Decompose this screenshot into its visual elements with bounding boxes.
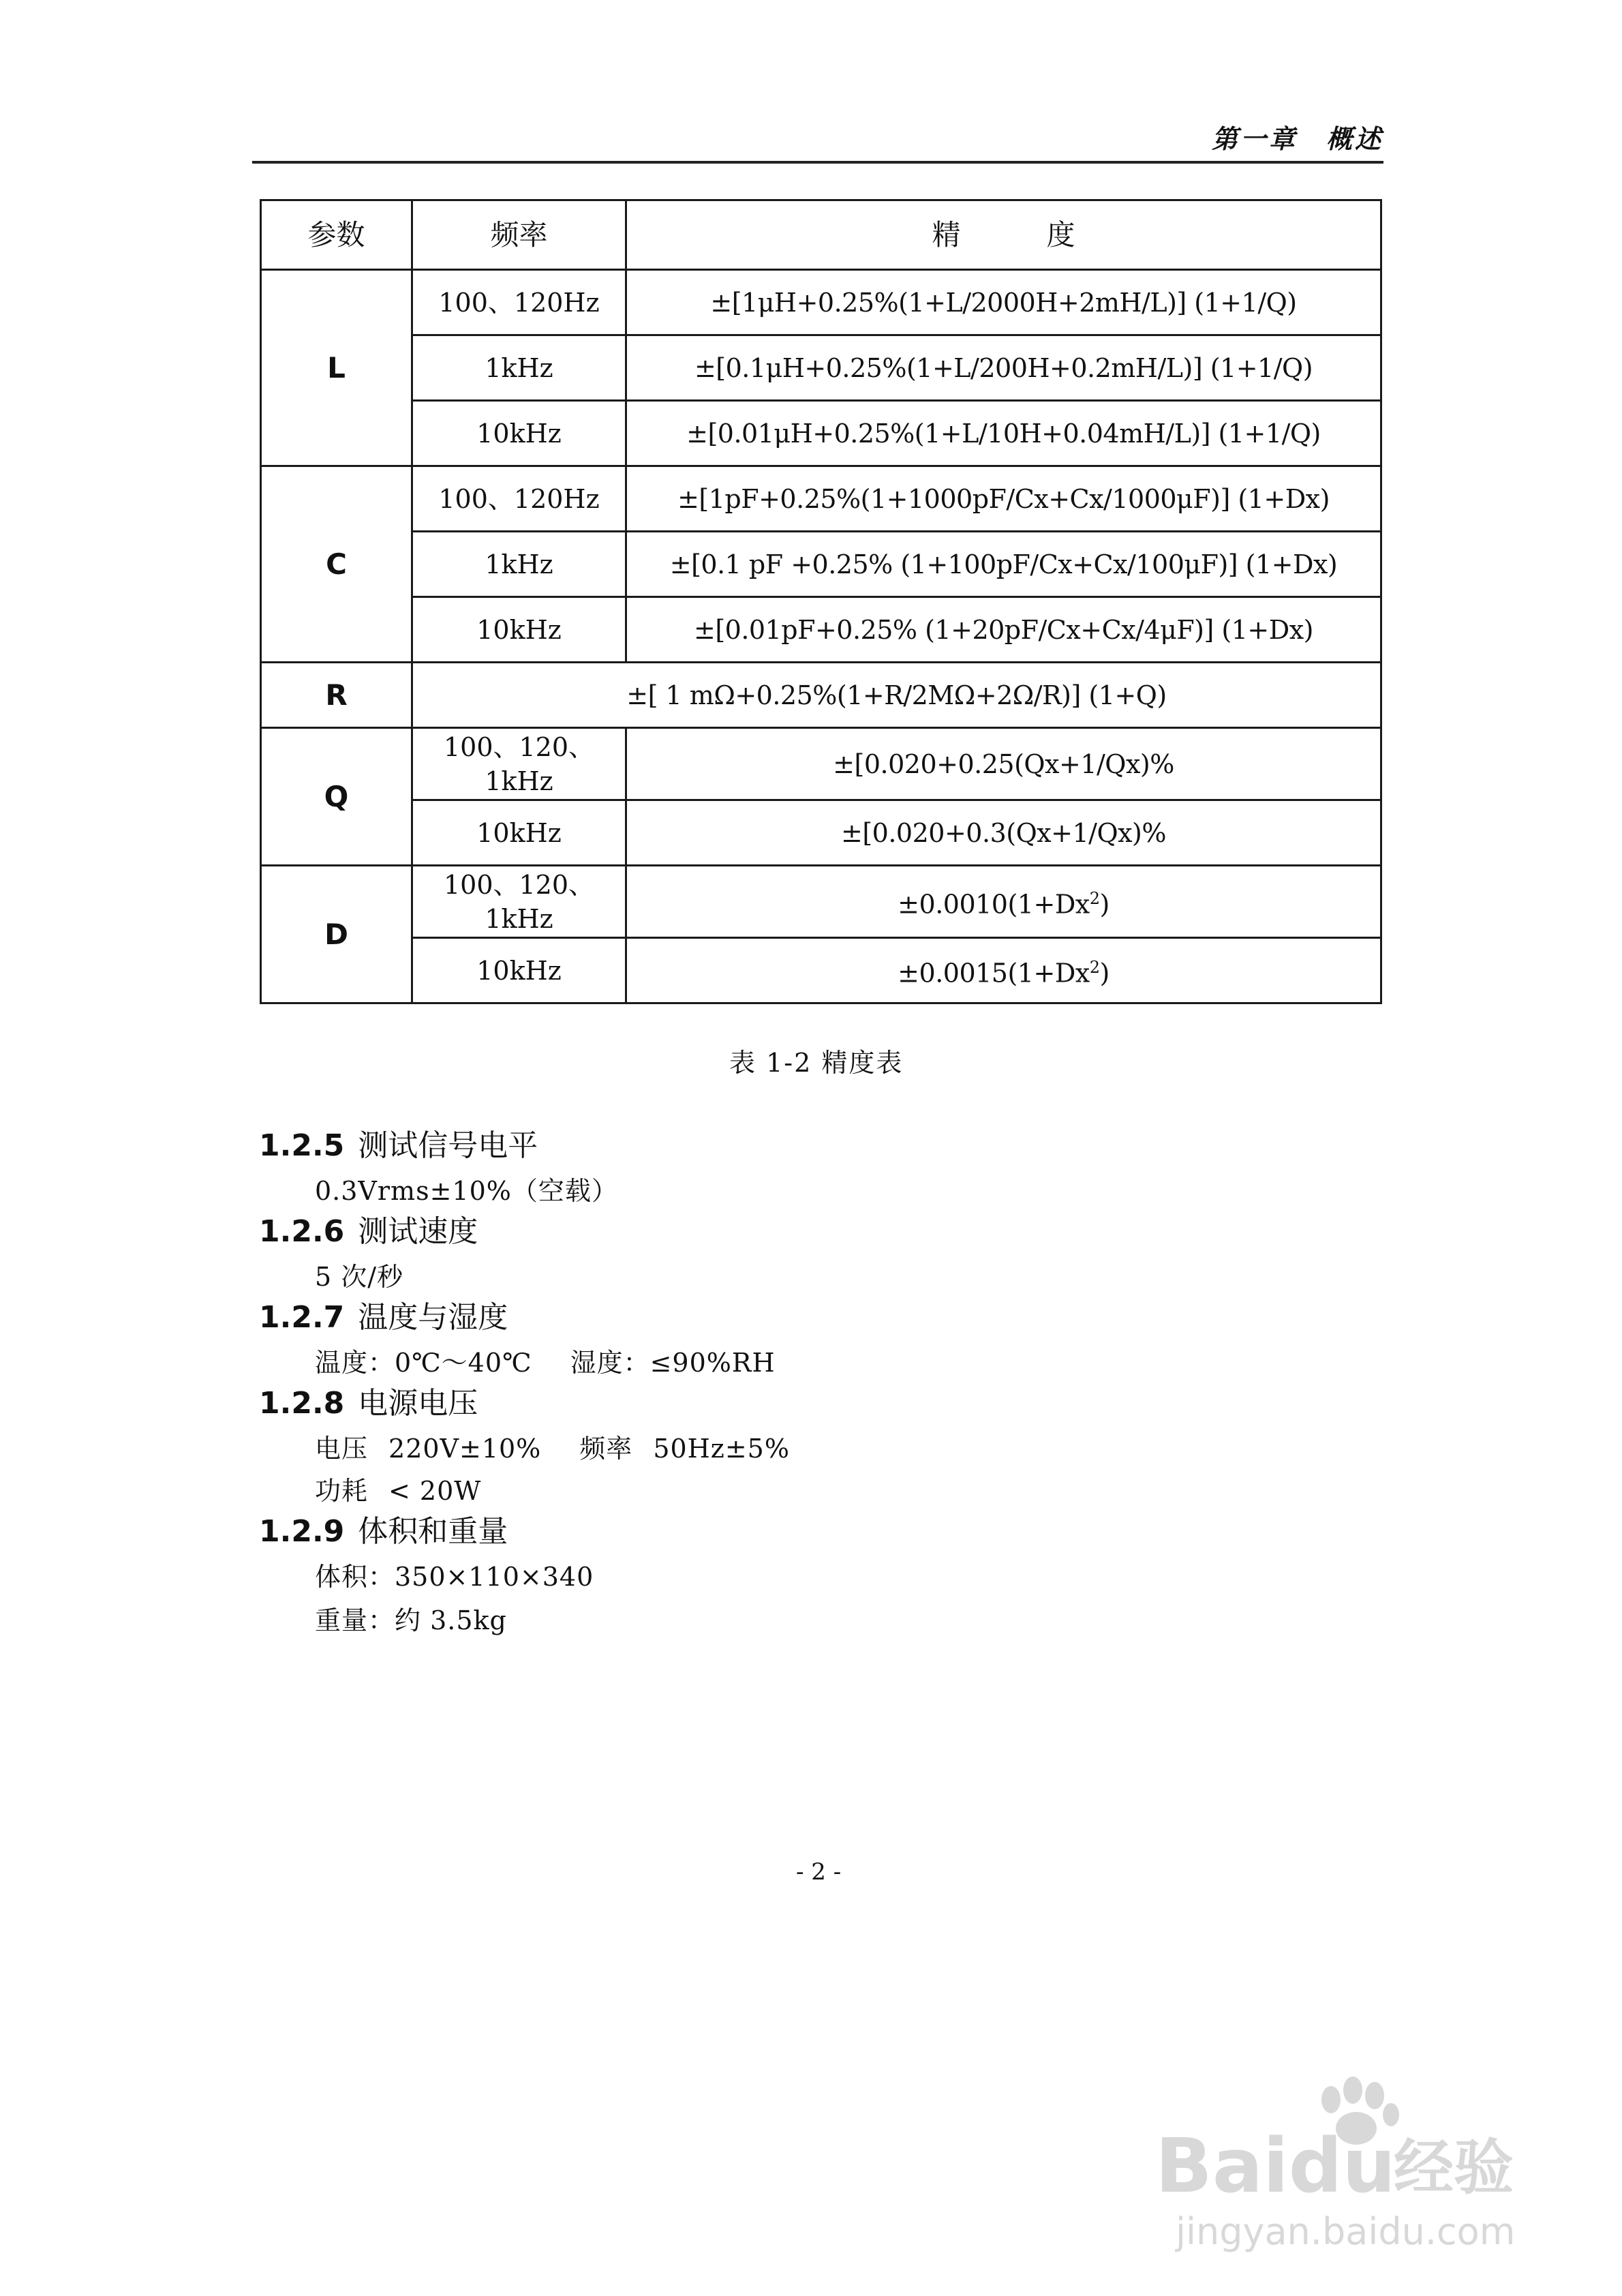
accuracy-cell: ±[1pF+0.25%(1+1000pF/Cx+Cx/1000μF)] (1+Dx) <box>626 466 1381 532</box>
freq-cell: 10kHz <box>412 800 626 866</box>
accuracy-cell: $\pm 0.0015(1+Dx^2)$ <box>626 938 1381 1003</box>
table-row <box>261 663 1381 728</box>
accuracy-cell: ±[0.020+0.25(Qx+1/Qx)% <box>626 728 1381 800</box>
section-heading: 1.2.5 测试信号电平 <box>259 1128 538 1163</box>
section-line: 体积：350×110×340 <box>315 1562 594 1592</box>
chapter-title: 第一章 概述 <box>1211 124 1383 154</box>
header-param: 参数 <box>261 200 412 270</box>
accuracy-cell: ±[0.020+0.3(Qx+1/Qx)% <box>626 800 1381 866</box>
section-line: 重量：约 3.5kg <box>315 1605 507 1635</box>
accuracy-cell: $\pm 0.0010(1+Dx^2)$ <box>626 866 1381 938</box>
section-heading: 1.2.7 温度与湿度 <box>259 1300 508 1335</box>
page-header <box>252 120 1383 164</box>
table-row <box>261 938 1381 1003</box>
table-row <box>261 866 1381 938</box>
table-row <box>261 270 1381 335</box>
header-freq: 频率 <box>412 200 626 270</box>
watermark-cn: 经验 <box>1394 2132 1514 2203</box>
param-C: C <box>261 466 412 663</box>
accuracy-cell: ±[0.1 pF +0.25% (1+100pF/Cx+Cx/100μF)] (1+Dx) <box>626 532 1381 597</box>
accuracy-cell: ±[0.01pF+0.25% (1+20pF/Cx+Cx/4μF)] (1+Dx) <box>626 597 1381 663</box>
table-row <box>261 335 1381 401</box>
section-heading: 1.2.6 测试速度 <box>259 1214 478 1249</box>
section-line: 0.3Vrms±10%（空载） <box>315 1176 618 1206</box>
freq-cell: 10kHz <box>412 401 626 466</box>
accuracy-table <box>260 199 1382 1004</box>
section-heading: 1.2.8 电源电压 <box>259 1386 478 1421</box>
param-L: L <box>261 270 412 466</box>
freq-cell: 1kHz <box>412 335 626 401</box>
header-accuracy: 精 度 <box>626 200 1381 270</box>
param-D: D <box>261 866 412 1003</box>
accuracy-cell: ±[ 1 mΩ+0.25%(1+R/2MΩ+2Ω/R)] (1+Q) <box>412 663 1381 728</box>
table-row <box>261 401 1381 466</box>
table-row <box>261 728 1381 800</box>
page-number: - 2 - <box>796 1858 842 1886</box>
accuracy-cell: ±[0.01μH+0.25%(1+L/10H+0.04mH/L)] (1+1/Q) <box>626 401 1381 466</box>
freq-cell: 10kHz <box>412 938 626 1003</box>
watermark-url: jingyan.baidu.com <box>1176 2210 1516 2253</box>
freq-cell: 1kHz <box>412 532 626 597</box>
param-Q: Q <box>261 728 412 866</box>
table-row <box>261 532 1381 597</box>
table-header-row <box>261 200 1381 270</box>
table-caption: 表 1-2 精度表 <box>729 1048 904 1078</box>
section-heading: 1.2.9 体积和重量 <box>259 1514 508 1549</box>
baidu-watermark <box>1155 2052 1537 2256</box>
table-row <box>261 597 1381 663</box>
section-line: 功耗 < 20W <box>315 1476 482 1506</box>
accuracy-cell: ±[1μH+0.25%(1+L/2000H+2mH/L)] (1+1/Q) <box>626 270 1381 335</box>
section-line: 5 次/秒 <box>315 1262 404 1292</box>
freq-cell: 100、120、1kHz <box>412 866 626 938</box>
watermark-brand: Baidu <box>1155 2122 1396 2209</box>
freq-cell: 100、120Hz <box>412 466 626 532</box>
freq-cell: 100、120、1kHz <box>412 728 626 800</box>
freq-cell: 10kHz <box>412 597 626 663</box>
section-line: 温度：0℃～40℃ 湿度：≤90%RH <box>315 1348 776 1378</box>
section-line: 电压 220V±10% 频率 50Hz±5% <box>315 1434 790 1464</box>
accuracy-cell: ±[0.1μH+0.25%(1+L/200H+0.2mH/L)] (1+1/Q) <box>626 335 1381 401</box>
table-row <box>261 800 1381 866</box>
param-R: R <box>261 663 412 728</box>
table-row <box>261 466 1381 532</box>
freq-cell: 100、120Hz <box>412 270 626 335</box>
